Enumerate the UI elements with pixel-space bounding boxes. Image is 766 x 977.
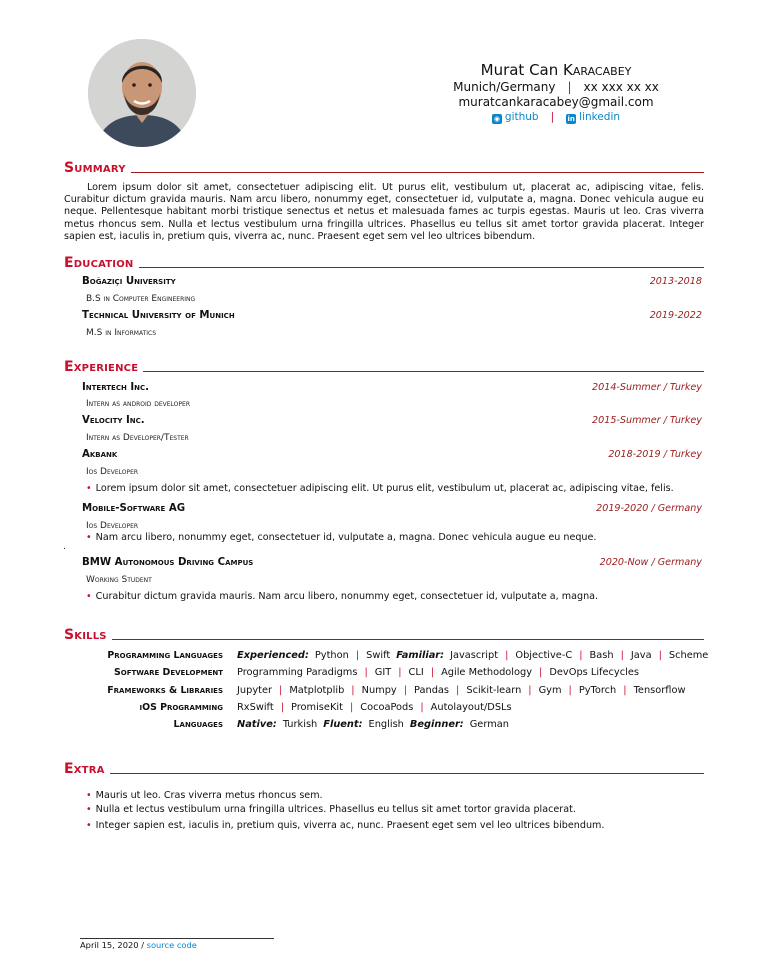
bullet-text: Curabitur dictum gravida mauris. Nam arcu libero, nonummy eget, consectetuer id, vulputate a, magna.	[95, 591, 599, 602]
first-name: Murat Can	[480, 61, 559, 79]
skill-item: Python	[314, 650, 349, 661]
skill-item: Java	[630, 650, 652, 661]
github-icon: ◉	[493, 115, 500, 123]
section-title: Extra	[64, 761, 105, 777]
skill-separator: |	[528, 685, 532, 696]
skill-item: German	[469, 719, 509, 730]
institution: Technical University of Munich	[82, 310, 235, 321]
bullet-icon: •	[86, 483, 92, 494]
job-role: Working Student	[86, 575, 152, 585]
education-entry	[82, 276, 702, 290]
experience-bullet	[86, 483, 674, 494]
location: Munich/Germany	[453, 80, 556, 94]
section-title: Experience	[64, 359, 139, 375]
skill-separator: |	[364, 667, 368, 678]
email-link[interactable]: muratcankaracabey@gmail.com	[458, 95, 654, 109]
linkedin-icon: in	[567, 115, 575, 123]
skill-separator: |	[351, 685, 355, 696]
date-location: 2014-Summer / Turkey	[592, 382, 702, 393]
skill-level: Native:	[237, 719, 277, 730]
skill-item: Autolayout/DSLs	[430, 702, 512, 713]
extra-item	[86, 820, 604, 831]
company: Intertech Inc.	[82, 382, 150, 393]
skill-separator: |	[579, 650, 583, 661]
skill-separator: |	[279, 685, 283, 696]
github-label: github	[504, 111, 539, 123]
skill-item: Pandas	[414, 685, 450, 696]
skill-item: CLI	[408, 667, 424, 678]
date-range: 2013-2018	[649, 276, 702, 287]
skill-separator: |	[420, 702, 424, 713]
company: Akbank	[82, 449, 118, 460]
location-phone-line	[400, 80, 712, 95]
extra-heading	[64, 759, 704, 777]
skill-separator: |	[505, 650, 509, 661]
skill-item: DevOps Lifecycles	[549, 667, 639, 678]
skill-row	[64, 667, 704, 681]
date-location: 2020-Now / Germany	[599, 557, 702, 568]
phone: xx xxx xx xx	[583, 80, 659, 94]
skill-level: Fluent:	[323, 719, 363, 730]
skill-separator: |	[430, 667, 435, 678]
section-rule	[143, 371, 704, 372]
experience-heading	[64, 357, 704, 375]
full-name	[400, 60, 712, 80]
skill-item: CocoaPods	[360, 702, 414, 713]
separator: |	[550, 111, 555, 123]
skill-values	[237, 667, 639, 678]
skill-separator: |	[623, 685, 627, 696]
skill-item: Agile Methodology	[441, 667, 533, 678]
skill-values	[237, 685, 685, 696]
education-entry	[82, 310, 702, 324]
bullet-icon: •	[86, 820, 92, 831]
skill-item: GIT	[374, 667, 392, 678]
section-rule	[139, 267, 705, 268]
experience-bullet	[86, 591, 598, 602]
skill-separator: |	[280, 702, 284, 713]
separator: |	[567, 80, 572, 94]
summary-heading	[64, 158, 704, 176]
skill-item: Javascript	[450, 650, 499, 661]
skill-item: Scikit-learn	[466, 685, 522, 696]
bullet-icon: •	[86, 532, 92, 543]
job-role: Ios Developer	[86, 467, 139, 477]
skill-level: Experienced:	[237, 650, 309, 661]
skill-separator: |	[568, 685, 572, 696]
company: Velocity Inc.	[82, 415, 145, 426]
linkedin-label: linkedin	[579, 111, 621, 123]
degree: M.S in Informatics	[86, 328, 157, 338]
skill-item: PromiseKit	[291, 702, 343, 713]
skill-values	[237, 650, 708, 661]
source-code-link[interactable]: source code	[146, 940, 197, 950]
summary-text: Lorem ipsum dolor sit amet, consectetuer adipiscing elit. Ut purus elit, vestibulum ut, placerat ac, adipiscing vitae, felis. Curabitur dictum gravida mauris. Nam arcu libero, nonummy eget, consectetuer id, vulputate a, magna. Donec vehicula augue eu neque. Pellentesque habitant morbi tristique senectus et netus et malesuada fames ac turpis egestas. Mauris ut leo. Cras viverra metus rhoncus sem. Nulla et lectus vestibulum urna fringilla ultrices. Phasellus eu tellus sit amet tortor gravida placerat. Integer sapien est, iaculis in, pretium quis, viverra ac, nunc. Praesent eget sem vel leo ultrices bibendum.	[64, 182, 704, 242]
skill-row	[64, 702, 704, 716]
skill-separator: |	[398, 667, 402, 678]
skill-item: RxSwift	[237, 702, 274, 713]
footer-slash: /	[141, 940, 144, 950]
social-links	[400, 110, 712, 125]
profile-photo	[88, 39, 196, 147]
skill-category: iOS Programming	[139, 702, 223, 713]
footer	[80, 940, 197, 950]
skill-item: Jupyter	[237, 685, 273, 696]
skill-row	[64, 719, 704, 733]
section-title: Summary	[64, 160, 126, 176]
skill-category: Languages	[173, 719, 223, 730]
footer-date: April 15, 2020	[80, 940, 139, 950]
experience-entry	[82, 382, 702, 396]
date-location: 2015-Summer / Turkey	[592, 415, 702, 426]
date-range: 2019-2022	[649, 310, 702, 321]
skill-row	[64, 685, 704, 699]
skill-item: Tensorflow	[633, 685, 686, 696]
skill-item: Matplotplib	[289, 685, 345, 696]
skill-category: Frameworks & Libraries	[107, 685, 223, 696]
extra-item	[86, 790, 323, 801]
extra-text: Mauris ut leo. Cras viverra metus rhoncus sem.	[95, 790, 323, 801]
extra-item	[86, 804, 576, 815]
skill-level: Familiar:	[396, 650, 445, 661]
experience-bullet	[86, 532, 596, 543]
section-title: Skills	[64, 627, 107, 643]
skill-item: PyTorch	[578, 685, 617, 696]
institution: Boğaziçi University	[82, 276, 176, 287]
skill-separator: |	[403, 685, 408, 696]
skill-separator: |	[349, 702, 354, 713]
skill-item: Gym	[538, 685, 562, 696]
experience-entry	[82, 449, 702, 463]
section-rule	[110, 773, 704, 774]
linkedin-link[interactable]	[566, 111, 620, 123]
job-role: Intern as Developer/Tester	[86, 433, 189, 443]
skill-item: Turkish	[282, 719, 318, 730]
experience-entry	[82, 503, 702, 517]
education-heading	[64, 253, 704, 271]
skill-item: English	[368, 719, 404, 730]
skill-item: Numpy	[361, 685, 397, 696]
date-location: 2019-2020 / Germany	[596, 503, 702, 514]
date-location: 2018-2019 / Turkey	[608, 449, 702, 460]
experience-entry	[82, 415, 702, 429]
bullet-icon: •	[86, 790, 92, 801]
last-name: Karacabey	[563, 61, 632, 79]
company: Mobile-Software AG	[82, 503, 186, 514]
bullet-text: Nam arcu libero, nonummy eget, consectetuer id, vulputate a, magna. Donec vehicula augue eu neque.	[95, 532, 597, 543]
stray-mark: .	[63, 542, 66, 552]
skill-separator: |	[539, 667, 543, 678]
skill-category: Programming Languages	[107, 650, 223, 661]
skill-level: Beginner:	[409, 719, 464, 730]
section-rule	[131, 172, 704, 173]
contact-header	[400, 60, 712, 125]
skill-separator: |	[620, 650, 624, 661]
skill-separator: |	[658, 650, 662, 661]
bullet-text: Lorem ipsum dolor sit amet, consectetuer adipiscing elit. Ut purus elit, vestibulum ut, placerat ac, adipiscing vitae, felis.	[95, 483, 674, 494]
skill-values	[237, 719, 509, 730]
section-title: Education	[64, 255, 134, 271]
skill-separator: |	[355, 650, 360, 661]
experience-entry	[82, 557, 702, 571]
skills-heading	[64, 625, 704, 643]
job-role: Ios Developer	[86, 521, 139, 531]
skill-item: Objective-C	[515, 650, 573, 661]
skill-item: Swift	[366, 650, 391, 661]
avatar-portrait	[88, 39, 196, 147]
section-rule	[112, 639, 704, 640]
bullet-icon: •	[86, 804, 92, 815]
bullet-icon: •	[86, 591, 92, 602]
skill-category: Software Development	[114, 667, 223, 678]
company: BMW Autonomous Driving Campus	[82, 557, 254, 568]
footer-rule	[80, 938, 274, 939]
skill-item: Bash	[589, 650, 614, 661]
skill-values	[237, 702, 512, 713]
degree: B.S in Computer Engineering	[86, 294, 196, 304]
github-link[interactable]	[492, 111, 539, 123]
skill-item: Scheme	[668, 650, 709, 661]
job-role: Intern as android developer	[86, 399, 190, 409]
skill-row	[64, 650, 709, 664]
skill-item: Programming Paradigms	[237, 667, 358, 678]
extra-text: Integer sapien est, iaculis in, pretium quis, viverra ac, nunc. Praesent eget sem vel leo ultrices bibendum.	[95, 820, 605, 831]
extra-text: Nulla et lectus vestibulum urna fringilla ultrices. Phasellus eu tellus sit amet tortor gravida placerat.	[95, 804, 576, 815]
skill-separator: |	[456, 685, 460, 696]
